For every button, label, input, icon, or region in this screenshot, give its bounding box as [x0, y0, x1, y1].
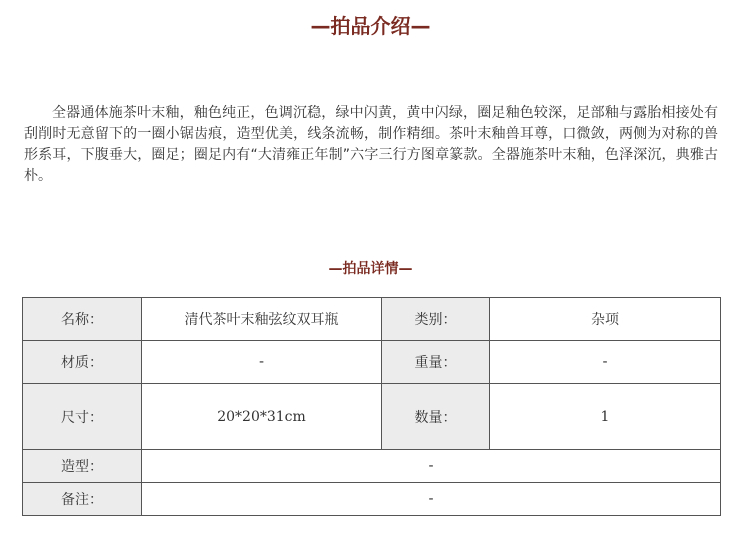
table-row [23, 483, 721, 516]
quantity-label: 数量： [382, 384, 490, 450]
intro-description: 全器通体施茶叶末釉，釉色纯正，色调沉稳，绿中闪黄，黄中闪绿，圈足釉色较深，足部釉与露胎相接处有刮削时无意留下的一圈小锯齿痕，造型优美，线条流畅，制作精细。茶叶末釉兽耳尊，口微敛，两侧为对称的兽形系耳，下腹垂大，圈足；圈足内有“大清雍正年制”六字三行方图章篆款。全器施茶叶末釉，色泽深沉，典雅古朴。 [24, 105, 718, 184]
weight-label: 重量： [382, 341, 490, 384]
shape-value: - [142, 450, 721, 483]
remark-value: - [142, 483, 721, 516]
details-section-title: —拍品详情— [328, 261, 413, 277]
size-value: 20*20*31cm [142, 384, 382, 450]
name-value: 清代茶叶末釉弦纹双耳瓶 [142, 298, 382, 341]
size-label: 尺寸： [23, 384, 142, 450]
category-value: 杂项 [490, 298, 721, 341]
material-value: - [142, 341, 382, 384]
table-row [23, 450, 721, 483]
details-table [22, 297, 721, 516]
table-row [23, 341, 721, 384]
name-label: 名称： [23, 298, 142, 341]
remark-label: 备注： [23, 483, 142, 516]
shape-label: 造型： [23, 450, 142, 483]
weight-value: - [490, 341, 721, 384]
quantity-value: 1 [490, 384, 721, 450]
table-row [23, 298, 721, 341]
table-row [23, 384, 721, 450]
material-label: 材质： [23, 341, 142, 384]
category-label: 类别： [382, 298, 490, 341]
intro-section-title: —拍品介绍— [310, 14, 431, 38]
